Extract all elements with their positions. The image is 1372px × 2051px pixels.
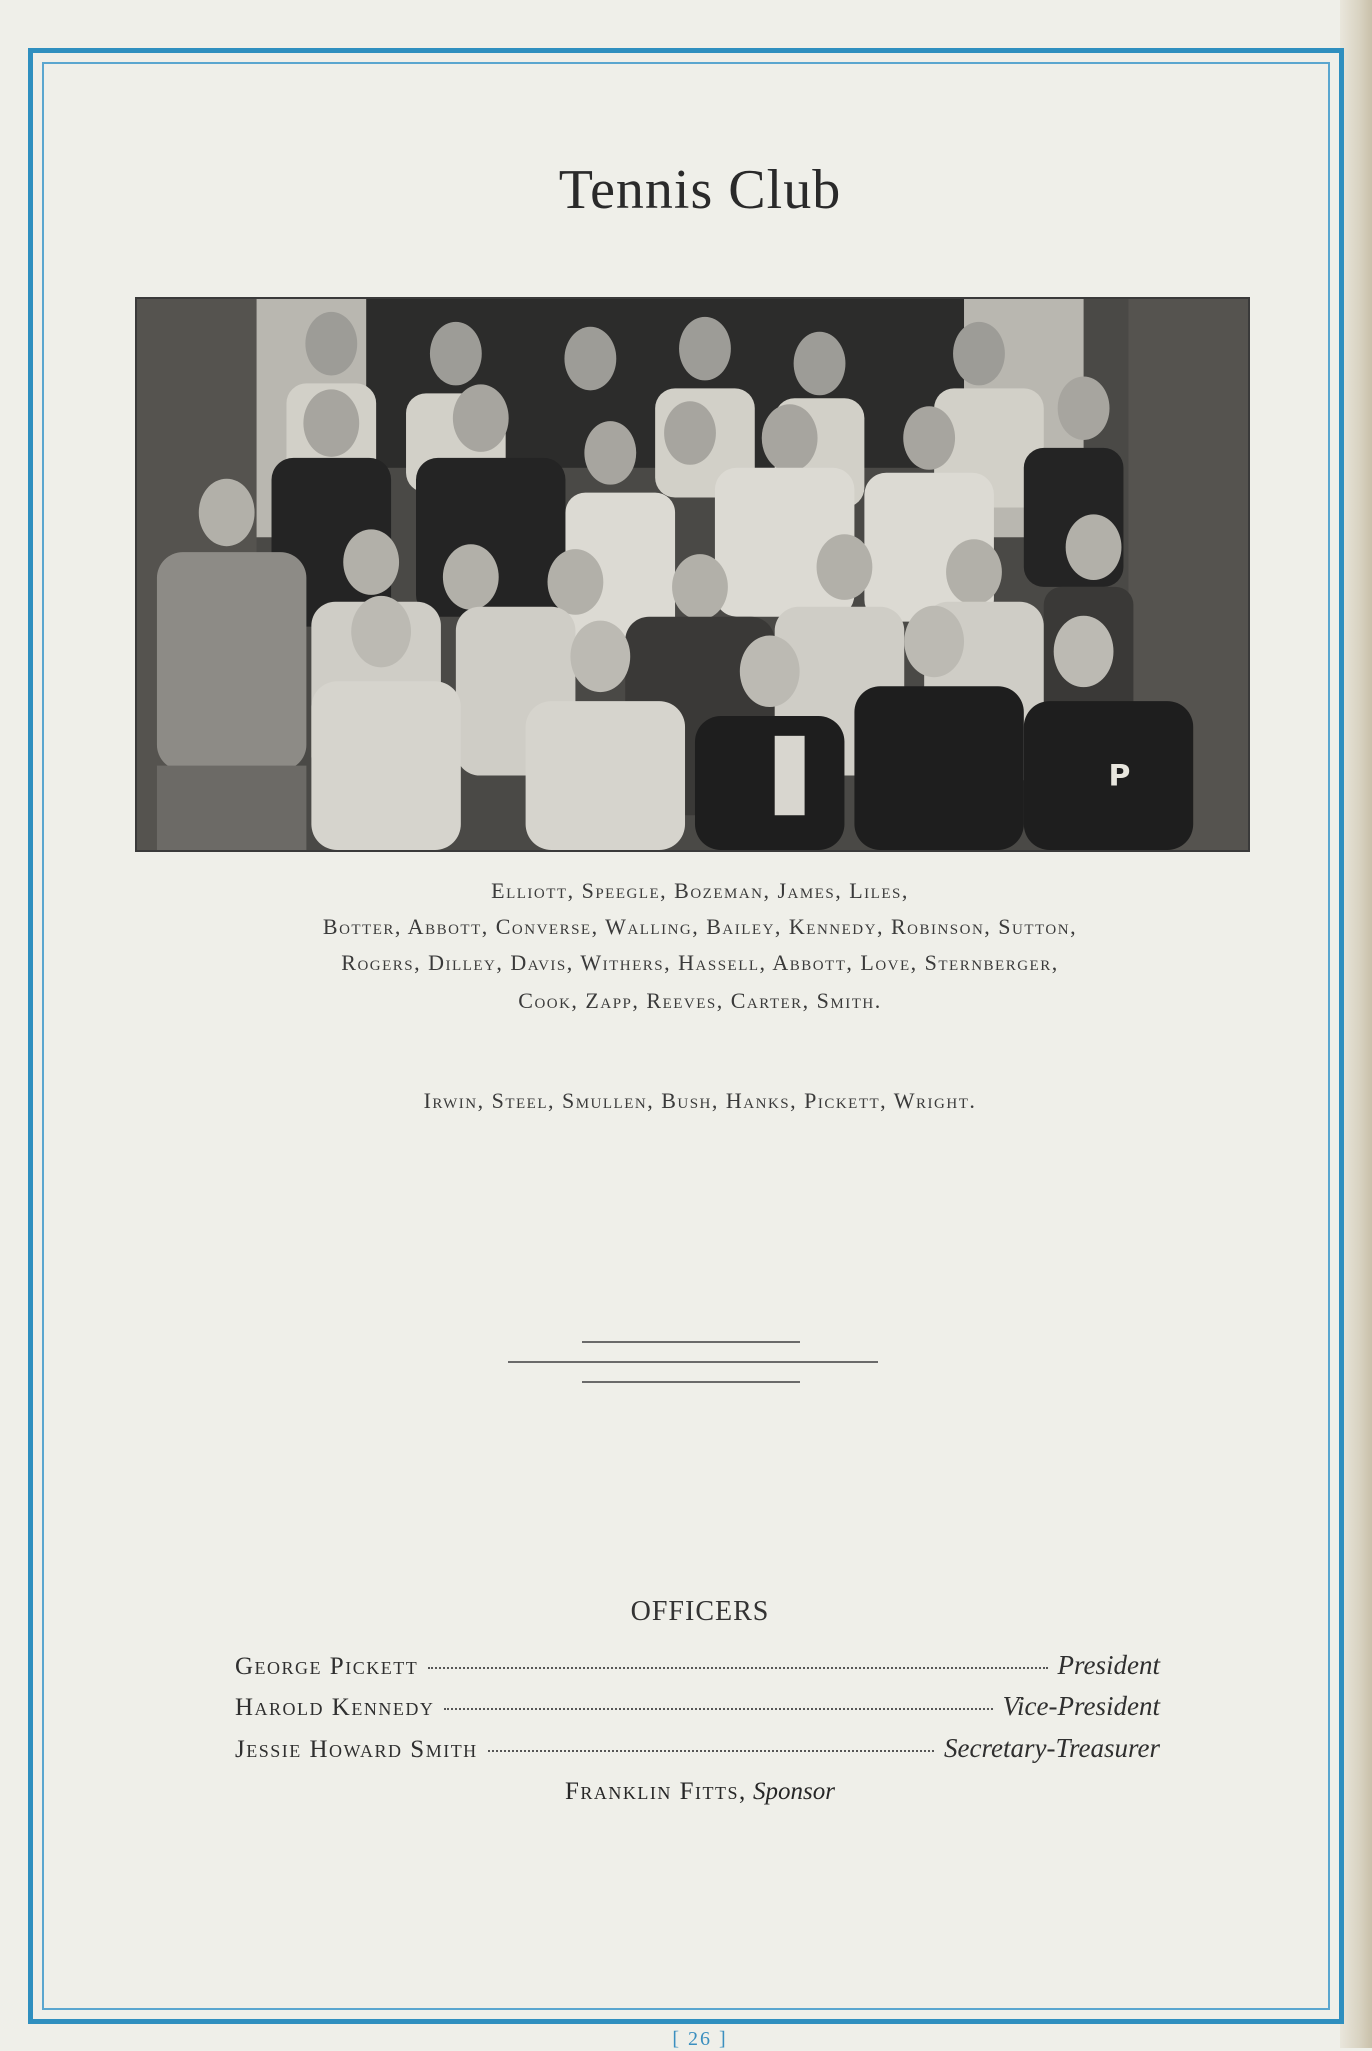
dot-leader: [428, 1667, 1047, 1669]
group-photo: [135, 297, 1250, 852]
svg-text:P: P: [1108, 758, 1131, 794]
officer-row: [235, 1650, 1160, 1684]
officer-name: George Pickett: [235, 1653, 419, 1680]
sponsor-name: Franklin Fitts,: [564, 1778, 747, 1805]
caption-row-4: Cook, Zapp, Reeves, Carter, Smith.: [518, 988, 882, 1013]
caption-absent: Irwin, Steel, Smullen, Bush, Hanks, Pickett, Wright.: [423, 1088, 977, 1113]
officer-title: Vice-President: [1002, 1691, 1160, 1721]
dot-leader: [488, 1750, 934, 1752]
officers-heading: OFFICERS: [630, 1596, 770, 1627]
officer-name: Jessie Howard Smith: [235, 1736, 478, 1763]
caption-row-2: Botter, Abbott, Converse, Walling, Bailey, Kennedy, Robinson, Sutton,: [322, 914, 1078, 939]
officer-row: [235, 1691, 1160, 1725]
sponsor-line: [0, 1778, 1372, 1806]
divider-top: [582, 1341, 800, 1343]
divider-middle: [508, 1361, 878, 1363]
officer-title: Secretary-Treasurer: [944, 1733, 1160, 1763]
officer-row: [235, 1733, 1160, 1767]
page-number: [ 26 ]: [672, 2028, 728, 2050]
group-photo-image: [137, 299, 1248, 850]
divider-bottom: [582, 1381, 800, 1383]
page-title: Tennis Club: [558, 159, 842, 221]
caption-row-1: Elliott, Speegle, Bozeman, James, Liles,: [491, 878, 909, 903]
caption-row-3: Rogers, Dilley, Davis, Withers, Hassell, Abbott, Love, Sternberger,: [341, 950, 1059, 975]
officer-title: President: [1057, 1650, 1160, 1680]
dot-leader: [444, 1708, 992, 1710]
officer-name: Harold Kennedy: [235, 1694, 435, 1721]
sponsor-title: Sponsor: [753, 1778, 835, 1805]
